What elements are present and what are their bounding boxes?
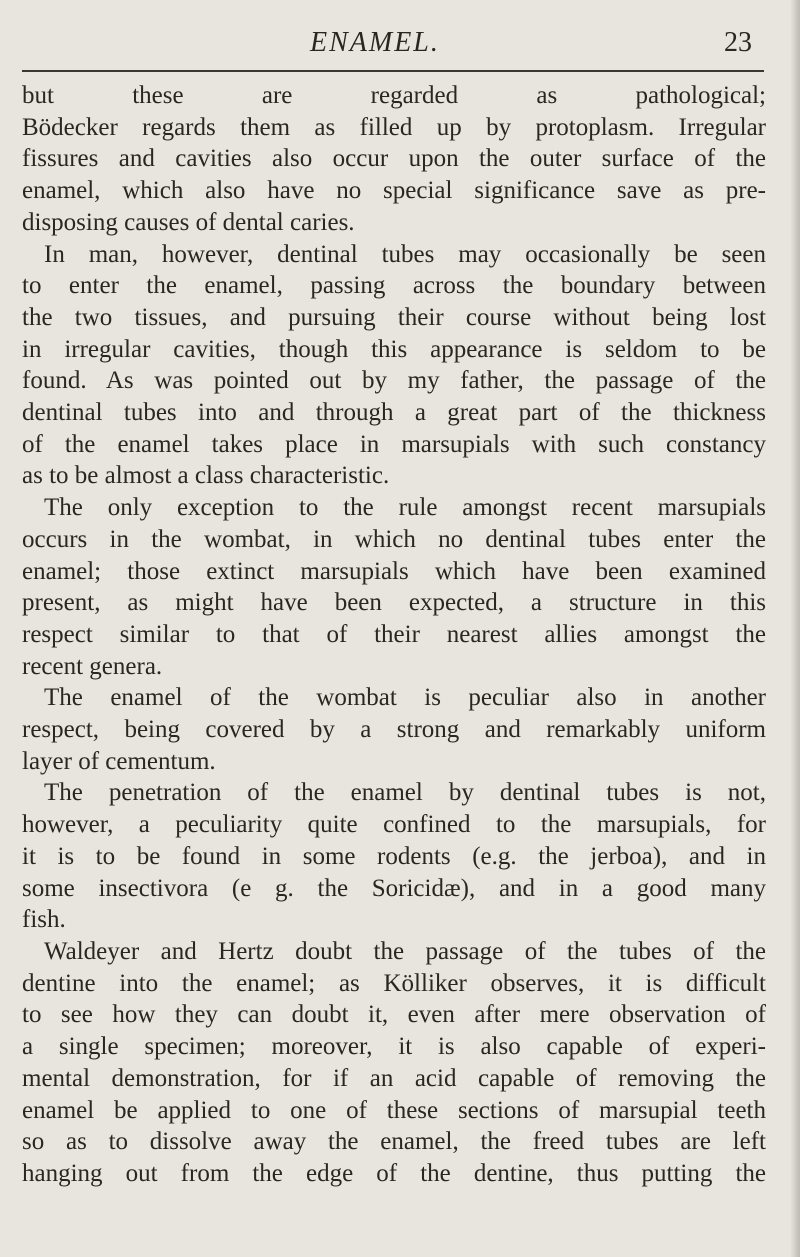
text-line: In man, however, dentinal tubes may occasionally be seen xyxy=(44,240,766,268)
text-line: to enter the enamel, passing across the boundary between xyxy=(22,272,766,300)
text-line: recent genera. xyxy=(22,652,163,680)
running-title: ENAMEL. xyxy=(310,27,440,58)
text-line: Bödecker regards them as filled up by protoplasm. Irregular xyxy=(22,113,766,141)
text-line: hanging out from the edge of the dentine, thus putting the xyxy=(22,1159,766,1187)
text-line: however, a peculiarity quite confined to the marsupials, for xyxy=(22,811,766,839)
text-line: present, as might have been expected, a structure in this xyxy=(22,589,766,617)
text-line: some insectivora (e g. the Soricidæ), and in a good many xyxy=(22,874,766,902)
body-text xyxy=(22,80,766,1190)
text-line: enamel, which also have no special significance save as pre- xyxy=(22,177,766,205)
text-line: a single specimen; moreover, it is also capable of experi- xyxy=(22,1033,766,1061)
text-line: The only exception to the rule amongst recent marsupials xyxy=(44,494,766,522)
text-line: it is to be found in some rodents (e.g. the jerboa), and in xyxy=(22,842,766,870)
text-line: of the enamel takes place in marsupials with such constancy xyxy=(22,430,766,458)
text-line: layer of cementum. xyxy=(22,747,216,775)
page-edge-shadow xyxy=(790,0,800,1257)
header-rule xyxy=(22,70,764,72)
text-line: enamel; those extinct marsupials which have been examined xyxy=(22,557,766,585)
text-line: fish. xyxy=(22,906,66,934)
text-line: occurs in the wombat, in which no dentinal tubes enter the xyxy=(22,525,766,553)
text-line: mental demonstration, for if an acid capable of removing the xyxy=(22,1064,766,1092)
text-line: the two tissues, and pursuing their course without being lost xyxy=(22,303,766,331)
text-line: enamel be applied to one of these sections of marsupial teeth xyxy=(22,1096,766,1124)
paragraph xyxy=(22,936,766,1190)
paragraph xyxy=(22,682,766,777)
text-line: respect similar to that of their nearest allies amongst the xyxy=(22,620,766,648)
text-line: as to be almost a class characteristic. xyxy=(22,462,390,490)
text-line: to see how they can doubt it, even after mere observation of xyxy=(22,1001,766,1029)
text-line: disposing causes of dental caries. xyxy=(22,208,355,236)
page-number: 23 xyxy=(724,27,752,58)
text-line: fissures and cavities also occur upon the outer surface of the xyxy=(22,145,766,173)
paragraph xyxy=(22,239,766,493)
text-line: so as to dissolve away the enamel, the freed tubes are left xyxy=(22,1128,766,1156)
text-line: The enamel of the wombat is peculiar also in another xyxy=(44,684,766,712)
text-line: dentinal tubes into and through a great part of the thickness xyxy=(22,399,766,427)
text-line: found. As was pointed out by my father, the passage of the xyxy=(22,367,766,395)
text-line: dentine into the enamel; as Kölliker observes, it is difficult xyxy=(22,969,766,997)
text-line: but these are regarded as pathological; xyxy=(22,82,766,109)
text-line: Waldeyer and Hertz doubt the passage of the tubes of the xyxy=(44,937,766,965)
text-line: in irregular cavities, though this appearance is seldom to be xyxy=(22,335,766,363)
page-header xyxy=(0,26,800,60)
text-line: The penetration of the enamel by dentinal tubes is not, xyxy=(44,779,766,807)
paragraph xyxy=(22,80,766,239)
paragraph xyxy=(22,492,766,682)
paragraph xyxy=(22,777,766,936)
text-line: respect, being covered by a strong and remarkably uniform xyxy=(22,716,766,744)
